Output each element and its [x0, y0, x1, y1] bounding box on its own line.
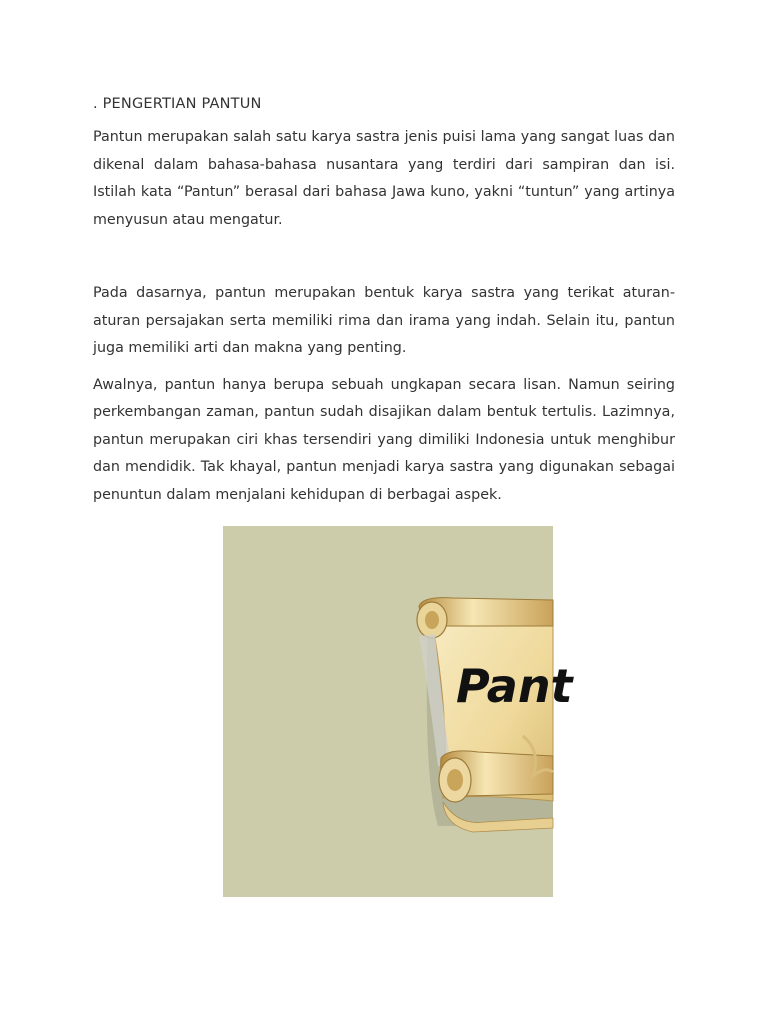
scroll-illustration: [223, 526, 573, 897]
pantun-scroll-image: [223, 526, 573, 897]
paragraph-history: Awalnya, pantun hanya berupa sebuah ungkapan secara lisan. Namun seiring perkembangan zaman, pantun sudah disajikan dalam bentuk tertulis. Lazimnya, pantun merupakan ciri khas tersendiri yang dimiliki Indonesia untuk menghibur dan mendidik. Tak khayal, pantun menjadi karya sastra yang digunakan sebagai penuntun dalam menjalani kehidupan di berbagai aspek.: [93, 376, 675, 503]
paragraph-definition: Pantun merupakan salah satu karya sastra jenis puisi lama yang sangat luas dan dikenal dalam bahasa-bahasa nusantara yang terdiri dari sampiran dan isi. Istilah kata “Pantun” berasal dari bahasa Jawa kuno, yakni “tuntun” yang artinya menyusun atau mengatur.: [93, 129, 675, 228]
scroll-title-text: Pant: [456, 659, 573, 713]
section-heading: . PENGERTIAN PANTUN: [93, 96, 262, 112]
paragraph-basics: Pada dasarnya, pantun merupakan bentuk karya sastra yang terikat aturan-aturan persajakan serta memiliki rima dan irama yang indah. Selain itu, pantun juga memiliki arti dan makna yang penting.: [93, 285, 675, 356]
document-body: [93, 96, 675, 509]
